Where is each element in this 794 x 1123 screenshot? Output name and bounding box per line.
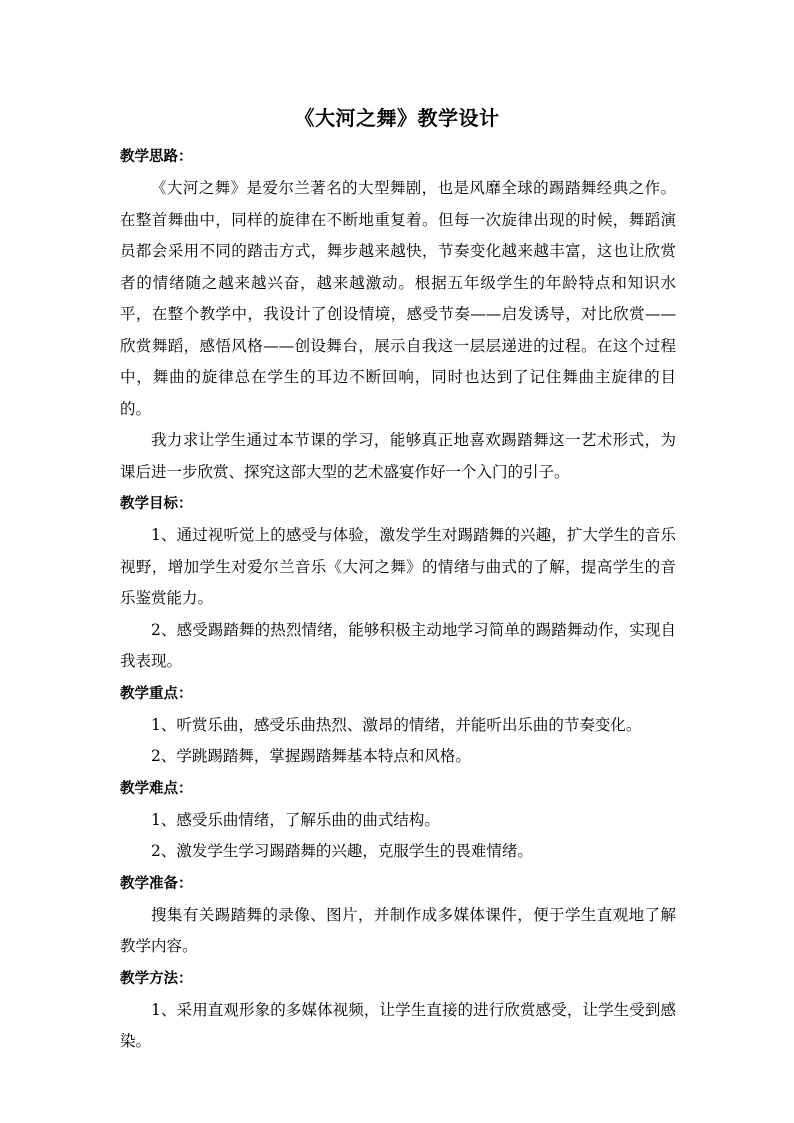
paragraph: 1、听赏乐曲，感受乐曲热烈、激昂的情绪，并能听出乐曲的节奏变化。 (151, 715, 642, 734)
section-preparation (120, 868, 676, 963)
section-heading: 教学思路： (120, 149, 193, 165)
section-heading: 教学方法： (120, 970, 193, 987)
section-teaching-goals (120, 488, 676, 678)
section-heading: 教学重点： (120, 685, 193, 702)
paragraph: 2、激发学生学习踢踏舞的兴趣，克服学生的畏难情绪。 (151, 842, 533, 860)
section-key-points (120, 678, 676, 773)
paragraph: 2、感受踢踏舞的热烈情绪，能够积极主动地学习简单的踢踏舞动作，实现自我表现。 (120, 620, 676, 670)
paragraph: 1、采用直观形象的多媒体视频，让学生直接的进行欣赏感受，让学生受到感染。 (120, 1000, 676, 1050)
document-title: 《大河之舞》教学设计 (294, 106, 500, 130)
paragraph: 我力求让学生通过本节课的学习，能够真正地喜欢踢踏舞这一艺术形式，为课后进一步欣赏、探究这部大型的艺术盛宴作好一个入门的引子。 (120, 431, 676, 481)
paragraph: 2、学跳踢踏舞，掌握踢踏舞基本特点和风格。 (151, 747, 471, 765)
document-body (120, 141, 676, 1058)
paragraph: 1、感受乐曲情绪，了解乐曲的曲式结构。 (151, 810, 440, 829)
paragraph: 《大河之舞》是爱尔兰著名的大型舞剧，也是风靡全球的踢踏舞经典之作。在整首舞曲中，同样的旋律在不断地重复着。但每一次旋律出现的时候，舞蹈演员都会采用不同的踏击方式，舞步越来越快，节奏变化越来越丰富，这也让欣赏者的情绪随之越来越兴奋，越来越激动。根据五年级学生的年龄特点和知识水平，在整个教学中，我设计了创设情境，感受节奏——启发诱导，对比欣赏——欣赏舞蹈，感悟风格——创设舞台，展示自我这一层层递进的过程。在这个过程中，舞曲的旋律总在学生的耳边不断回响，同时也达到了记住舞曲主旋律的目的。 (120, 179, 676, 418)
section-heading: 教学难点： (120, 780, 193, 797)
section-heading: 教学目标： (120, 496, 193, 512)
paragraph: 搜集有关踢踏舞的录像、图片，并制作成多媒体课件，便于学生直观地了解教学内容。 (120, 905, 676, 955)
section-teaching-idea (120, 141, 676, 488)
section-methods (120, 963, 676, 1058)
section-difficulties (120, 773, 676, 868)
paragraph: 1、通过视听觉上的感受与体验，激发学生对踢踏舞的兴趣，扩大学生的音乐视野，增加学生对爱尔兰音乐《大河之舞》的情绪与曲式的了解，提高学生的音乐鉴赏能力。 (120, 526, 676, 607)
section-heading: 教学准备： (120, 875, 193, 892)
